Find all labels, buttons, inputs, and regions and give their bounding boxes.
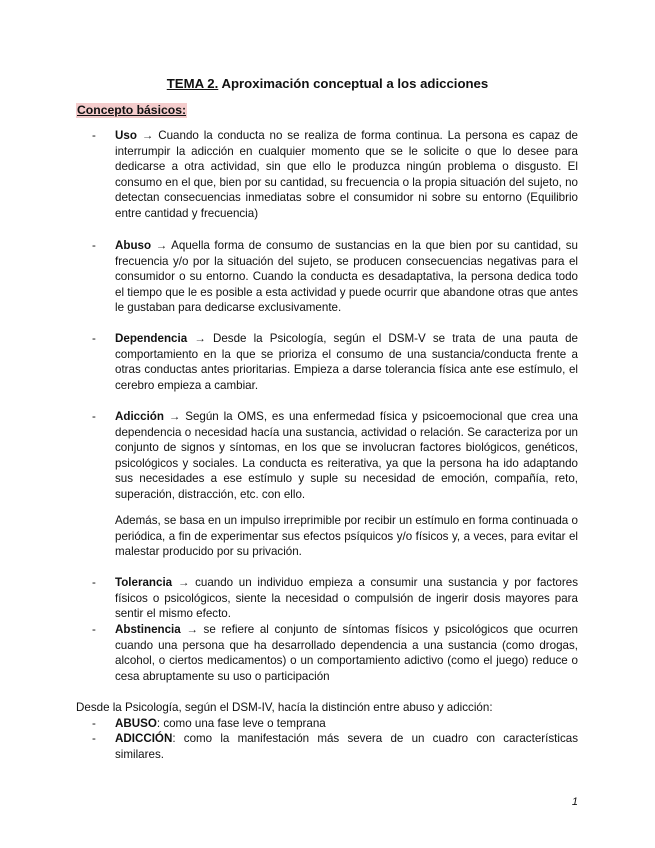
- term-abstinencia: Abstinencia: [115, 623, 181, 636]
- dsm-body: : como una fase leve o temprana: [156, 717, 326, 730]
- term-adiccion-upper: ADICCIÓN: [115, 732, 173, 745]
- definition-body: → Desde la Psicología, según el DSM-V se trata de una pauta de comportamiento en la que se prioriza el consumo de una sustancia/conducta frente a otras conductas antes prioritarias. Empieza a darse tolerancia física ante ese estímulo, el cerebro empieza a cambiar.: [115, 332, 578, 392]
- definition-body: → Según la OMS, es una enfermedad física y psicoemocional que crea una dependencia o necesidad hacía una sustancia, actividad o relación. Se caracteriza por un conjunto de signos y síntomas, en los que se involucran factores biológicos, genéticos, psicológicos y sociales. La conducta es reiterativa, ya que la persona ha ido adaptando sus necesidades a ese estímulo y suple su necesidad de emoción, compañía, reto, superación, distracción, etc. con ello.: [115, 410, 578, 501]
- term-adiccion: Adicción: [115, 410, 164, 423]
- definition-text: [115, 128, 578, 222]
- definition-text: [115, 409, 578, 503]
- definition-body: → Cuando la conducta no se realiza de forma continua. La persona es capaz de interrumpir la adicción en cualquier momento que se le solicite o que lo desee para dedicarse a otra actividad, sin que ello le produzca ningún problema o disgusto. El consumo en el que, bien por su cantidad, su frecuencia o la propia situación del sujeto, no detectan consecuencias inmediatas sobre el consumidor ni sobre su entorno (Equilibrio entre cantidad y frecuencia): [115, 129, 578, 220]
- bullet-dash: -: [92, 717, 96, 730]
- dsm-item-abuso: [92, 716, 578, 732]
- section-heading: Concepto básicos:: [77, 103, 187, 117]
- dsm-text: [115, 716, 578, 732]
- bullet-dash: -: [92, 129, 96, 142]
- page-title: [0, 76, 655, 92]
- bullet-dash: -: [92, 732, 96, 745]
- definition-text: [115, 331, 578, 393]
- term-abuso: Abuso: [115, 239, 152, 252]
- term-tolerancia: Tolerancia: [115, 576, 173, 589]
- definition-body: → se refiere al conjunto de síntomas físicos y psicológicos que ocurren cuando una persona que ha desarrollado dependencia a una sustancia (como drogas, alcohol, o ciertos medicamentos) o un comportamiento adictivo (como el juego) reduce o cesa abruptamente su uso o participación: [115, 623, 578, 683]
- dsm-text: [115, 731, 578, 762]
- term-uso: Uso: [115, 129, 137, 142]
- bullet-dash: -: [92, 410, 96, 423]
- definition-abstinencia: [92, 622, 578, 684]
- definition-abuso: [92, 238, 578, 316]
- bullet-dash: -: [92, 239, 96, 252]
- bullet-dash: -: [92, 623, 96, 636]
- definition-uso: [92, 128, 578, 222]
- term-abuso-upper: ABUSO: [115, 717, 157, 730]
- bullet-dash: -: [92, 332, 96, 345]
- definition-body: → cuando un individuo empieza a consumir una sustancia y por factores físicos o psicológicos, siente la necesidad o compulsión de ingerir dosis mayores para sentir el mismo efecto.: [115, 576, 578, 621]
- definition-tolerancia: [92, 575, 578, 622]
- dsm-item-adiccion: [92, 731, 578, 762]
- dsm-body: : como la manifestación más severa de un cuadro con características similares.: [115, 732, 578, 761]
- page-number: 1: [571, 796, 578, 808]
- adiccion-extra-paragraph: Además, se basa en un impulso irreprimible por recibir un estímulo en forma continuada o periódica, a fin de experimentar sus efectos psíquicos y/o físicos y, a veces, para evitar el malestar producido por su privación.: [115, 514, 578, 559]
- term-dependencia: Dependencia: [115, 332, 188, 345]
- definition-body: → Aquella forma de consumo de sustancias en la que bien por su cantidad, su frecuencia y/o por la situación del sujeto, se producen consecuencias negativas para el consumidor o su entorno. Cuando la conducta es desadaptativa, la persona dedica todo el tiempo que le es posible a esta actividad y puede ocurrir que abandone otras que antes le gustaban para dedicarse exclusivamente.: [115, 239, 578, 315]
- definition-dependencia: [92, 331, 578, 393]
- title-text: Aproximación conceptual a los adicciones: [218, 76, 489, 91]
- definition-text: [115, 622, 578, 684]
- definition-adiccion: [92, 409, 578, 503]
- title-label: TEMA 2.: [166, 76, 219, 91]
- dsm-intro: Desde la Psicología, según el DSM-IV, hacía la distinción entre abuso y adicción:: [76, 701, 493, 714]
- definition-text: [115, 575, 578, 622]
- definition-text: [115, 238, 578, 316]
- bullet-dash: -: [92, 576, 96, 589]
